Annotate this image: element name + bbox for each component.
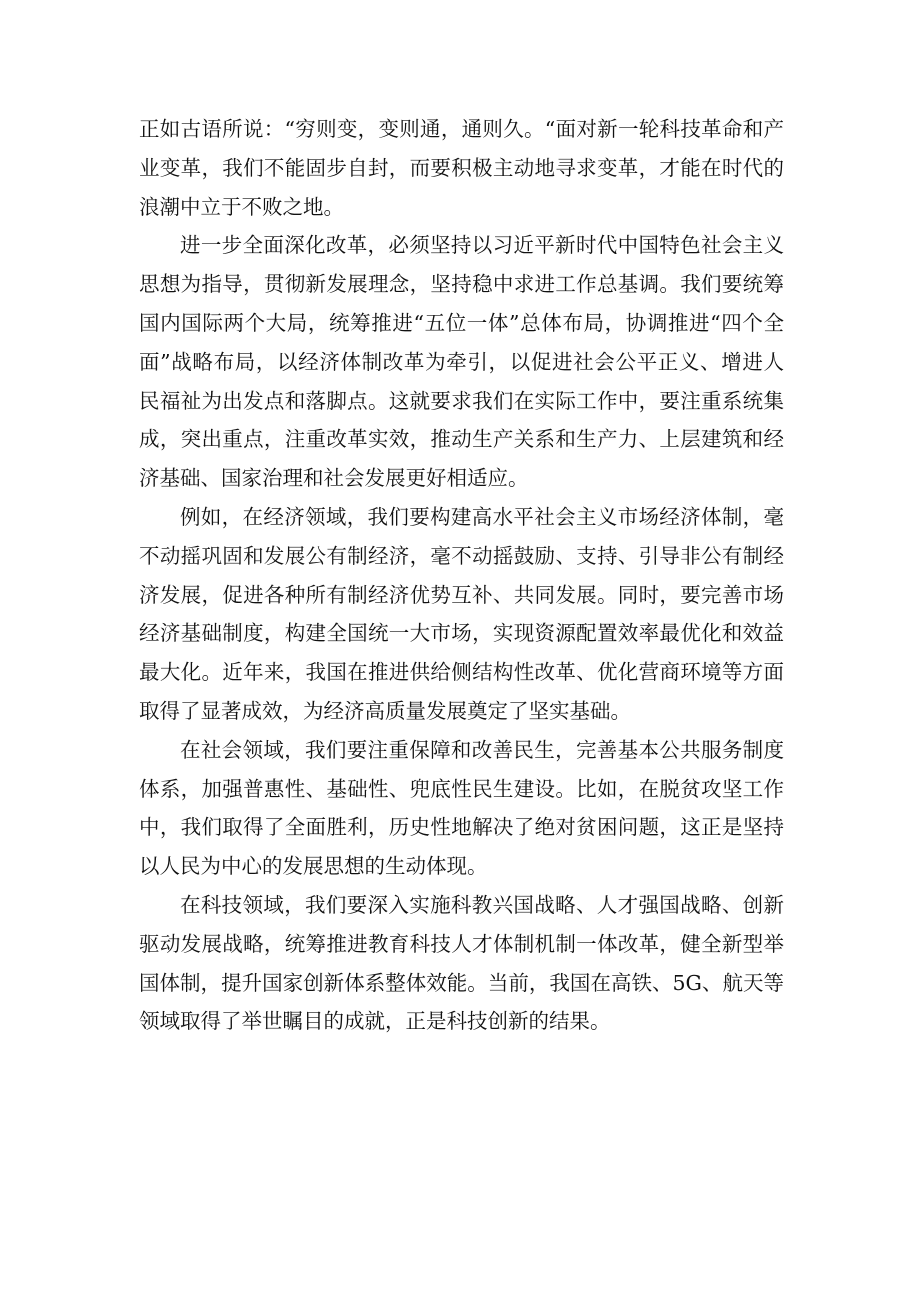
paragraph-1: 正如古语所说：“穷则变，变则通，通则久。“面对新一轮科技革命和产业变革，我们不能固步自封，而要积极主动地寻求变革，才能在时代的浪潮中立于不败之地。 — [139, 117, 784, 219]
paragraph-2: 进一步全面深化改革，必须坚持以习近平新时代中国特色社会主义思想为指导，贯彻新发展理念，坚持稳中求进工作总基调。我们要统筹国内国际两个大局，统筹推进“五位一体”总体布局，协调推进“四个全面”战略布局，以经济体制改革为牵引，以促进社会公平正义、增进人民福祉为出发点和落脚点。这就要求我们在实际工作中，要注重系统集成，突出重点，注重改革实效，推动生产关系和生产力、上层建筑和经济基础、国家治理和社会发展更好相适应。 — [139, 233, 784, 491]
document-body — [139, 110, 784, 1041]
paragraph-4: 在社会领域，我们要注重保障和改善民生，完善基本公共服务制度体系，加强普惠性、基础性、兜底性民生建设。比如，在脱贫攻坚工作中，我们取得了全面胜利，历史性地解决了绝对贫困问题，这正是坚持以人民为中心的发展思想的生动体现。 — [139, 737, 784, 879]
paragraph-3: 例如，在经济领域，我们要构建高水平社会主义市场经济体制，毫不动摇巩固和发展公有制经济，毫不动摇鼓励、支持、引导非公有制经济发展，促进各种所有制经济优势互补、共同发展。同时，要完善市场经济基础制度，构建全国统一大市场，实现资源配置效率最优化和效益最大化。近年来，我国在推进供给侧结构性改革、优化营商环境等方面取得了显著成效，为经济高质量发展奠定了坚实基础。 — [139, 504, 784, 723]
paragraph-5: 在科技领域，我们要深入实施科教兴国战略、人才强国战略、创新驱动发展战略，统筹推进教育科技人才体制机制一体改革，健全新型举国体制，提升国家创新体系整体效能。当前，我国在高铁、5G、航天等领域取得了举世瞩目的成就，正是科技创新的结果。 — [139, 892, 784, 1034]
